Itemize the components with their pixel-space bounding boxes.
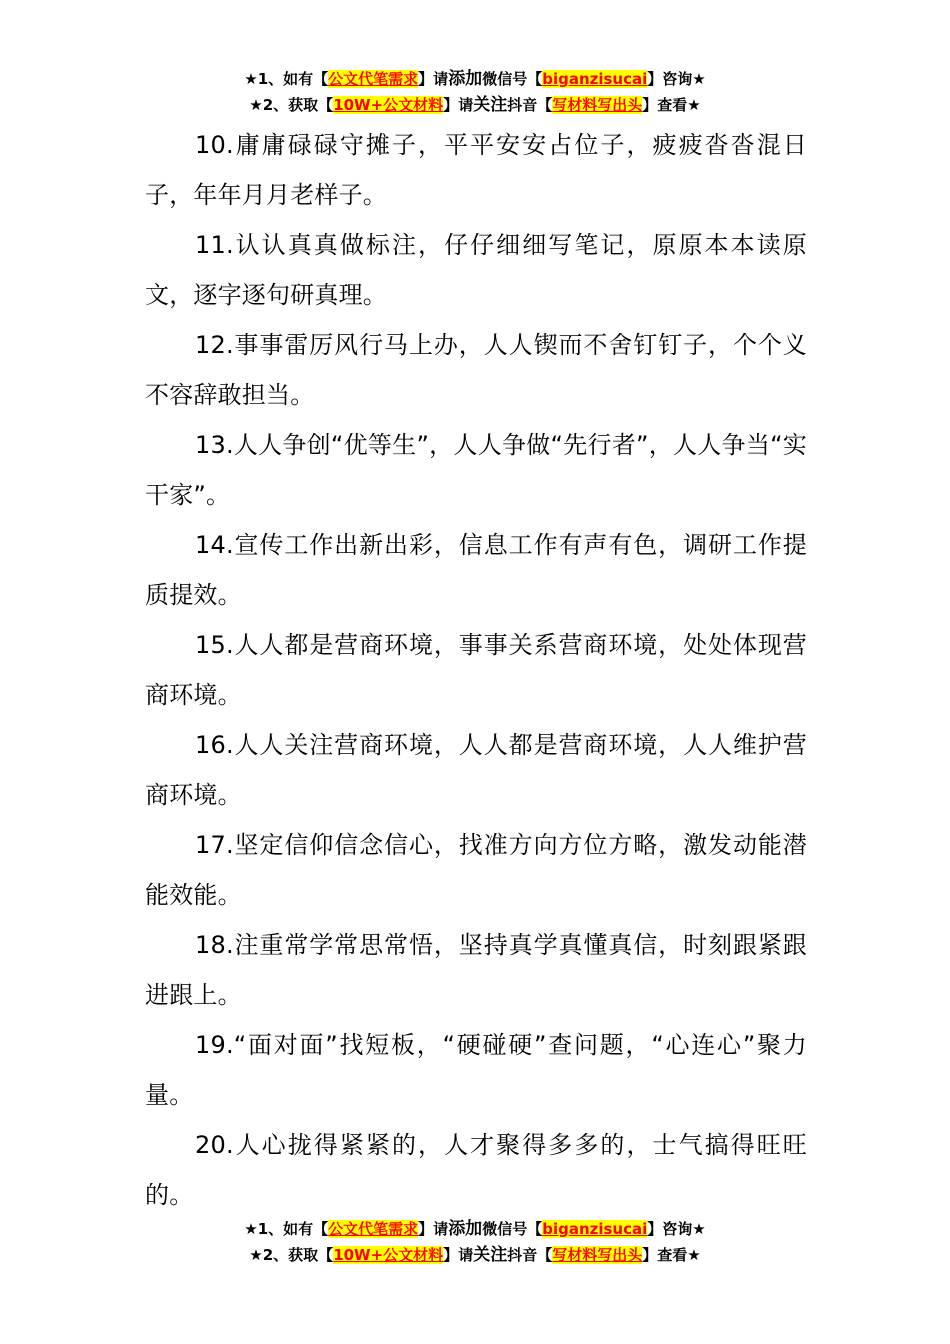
paragraph-18: 18.注重常学常思常悟，坚持真学真懂真信，时刻跟紧跟进跟上。	[145, 931, 807, 1009]
banner-text: 】咨询	[647, 1220, 693, 1238]
banner-line-1	[0, 66, 950, 92]
banner-text: 1、如有【	[257, 1220, 329, 1238]
banner-text: 】请	[418, 70, 449, 88]
banner-text: 2、获取【	[262, 1246, 334, 1264]
star-icon: ★	[249, 1246, 263, 1264]
banner-line-1	[0, 1216, 950, 1242]
star-icon: ★	[244, 1220, 258, 1238]
highlight-service: 公文代笔需求	[328, 1220, 419, 1238]
star-icon: ★	[249, 96, 263, 114]
emphasis-add: 添加	[448, 69, 483, 89]
highlight-wechat-id: biganzisucai	[542, 70, 648, 88]
star-icon: ★	[692, 70, 706, 88]
highlight-douyin: 写材料写出头	[552, 96, 643, 114]
paragraph-16: 16.人人关注营商环境，人人都是营商环境，人人维护营商环境。	[145, 731, 807, 809]
highlight-materials: 10W+公文材料	[333, 1246, 444, 1264]
paragraph-17: 17.坚定信仰信念信心，找准方向方位方略，激发动能潜能效能。	[145, 831, 807, 909]
banner-text: 抖音【	[507, 1246, 553, 1264]
banner-line-2	[0, 92, 950, 118]
paragraph-10: 10.庸庸碌碌守摊子，平平安安占位子，疲疲沓沓混日子，年年月月老样子。	[145, 131, 807, 209]
banner-text: 微信号【	[482, 1220, 543, 1238]
banner-text: 】查看	[642, 1246, 688, 1264]
highlight-service: 公文代笔需求	[328, 70, 419, 88]
banner-text: 】请	[443, 1246, 474, 1264]
highlight-materials: 10W+公文材料	[333, 96, 444, 114]
highlight-douyin: 写材料写出头	[552, 1246, 643, 1264]
banner-text: 】查看	[642, 96, 688, 114]
star-icon: ★	[692, 1220, 706, 1238]
emphasis-follow: 关注	[473, 1245, 508, 1265]
paragraph-15: 15.人人都是营商环境，事事关系营商环境，处处体现营商环境。	[145, 631, 807, 709]
banner-text: 】咨询	[647, 70, 693, 88]
banner-text: 】请	[443, 96, 474, 114]
header-banner	[0, 66, 950, 118]
emphasis-follow: 关注	[473, 95, 508, 115]
star-icon: ★	[687, 1246, 701, 1264]
paragraph-12: 12.事事雷厉风行马上办，人人锲而不舍钉钉子，个个义不容辞敢担当。	[145, 331, 807, 409]
banner-text: 1、如有【	[257, 70, 329, 88]
banner-text: 抖音【	[507, 96, 553, 114]
banner-text: 2、获取【	[262, 96, 334, 114]
banner-text: 】请	[418, 1220, 449, 1238]
paragraph-19: 19.“面对面”找短板，“硬碰硬”查问题，“心连心”聚力量。	[145, 1031, 807, 1109]
paragraph-20: 20.人心拢得紧紧的，人才聚得多多的，士气搞得旺旺的。	[145, 1131, 807, 1209]
highlight-wechat-id: biganzisucai	[542, 1220, 648, 1238]
star-icon: ★	[244, 70, 258, 88]
emphasis-add: 添加	[448, 1219, 483, 1239]
banner-text: 微信号【	[482, 70, 543, 88]
paragraph-11: 11.认认真真做标注，仔仔细细写笔记，原原本本读原文，逐字逐句研真理。	[145, 231, 807, 309]
paragraph-13: 13.人人争创“优等生”，人人争做“先行者”，人人争当“实干家”。	[145, 431, 807, 509]
banner-line-2	[0, 1242, 950, 1268]
paragraph-14: 14.宣传工作出新出彩，信息工作有声有色，调研工作提质提效。	[145, 531, 807, 609]
footer-banner	[0, 1216, 950, 1268]
document-body	[145, 120, 807, 1220]
star-icon: ★	[687, 96, 701, 114]
